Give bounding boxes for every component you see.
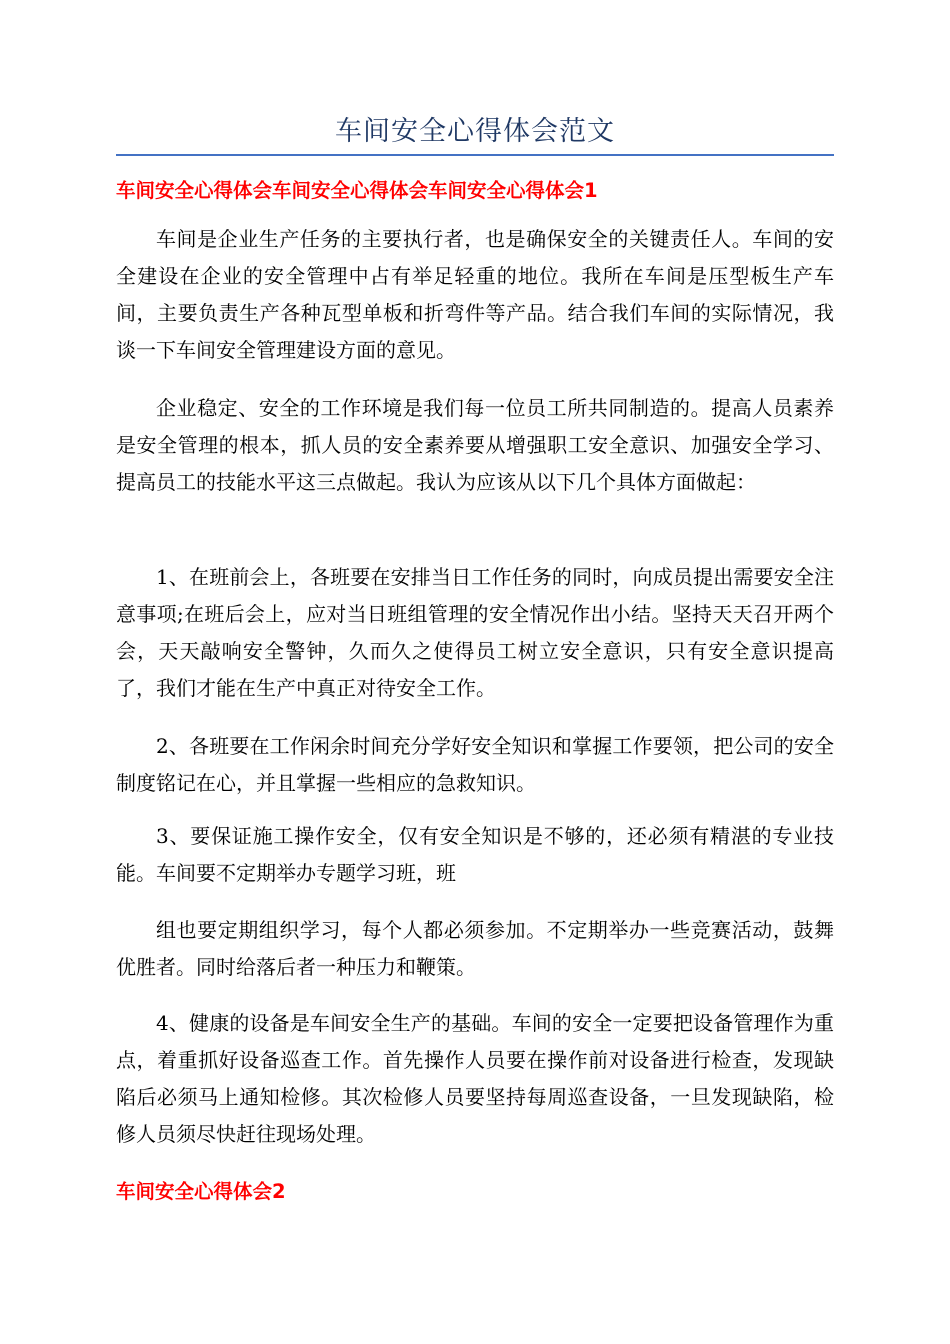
document-title: 车间安全心得体会范文: [335, 116, 615, 147]
section-heading-1: 车间安全心得体会车间安全心得体会车间安全心得体会1: [116, 179, 598, 202]
paragraph-4: 2、各班要在工作闲余时间充分学好安全知识和掌握工作要领，把公司的安全制度铭记在心，并且掌握一些相应的急救知识。: [116, 734, 834, 795]
paragraph-7: 4、健康的设备是车间安全生产的基础。车间的安全一定要把设备管理作为重点，着重抓好设备巡查工作。首先操作人员要在操作前对设备进行检查，发现缺陷后必须马上通知检修。其次检修人员要坚持每周巡查设备，一旦发现缺陷，检修人员须尽快赶往现场处理。: [116, 1011, 834, 1146]
paragraph-2: 企业稳定、安全的工作环境是我们每一位员工所共同制造的。提高人员素养是安全管理的根本，抓人员的安全素养要从增强职工安全意识、加强安全学习、提高员工的技能水平这三点做起。我认为应该从以下几个具体方面做起：: [116, 396, 834, 494]
section-heading-2: 车间安全心得体会2: [116, 1180, 286, 1203]
paragraph-6: 组也要定期组织学习，每个人都必须参加。不定期举办一些竞赛活动，鼓舞优胜者。同时给落后者一种压力和鞭策。: [116, 918, 834, 979]
paragraph-3: 1、在班前会上，各班要在安排当日工作任务的同时，向成员提出需要安全注意事项;在班后会上，应对当日班组管理的安全情况作出小结。坚持天天召开两个会，天天敲响安全警钟，久而久之使得员工树立安全意识，只有安全意识提高了，我们才能在生产中真正对待安全工作。: [116, 565, 834, 700]
paragraph-5: 3、要保证施工操作安全，仅有安全知识是不够的，还必须有精湛的专业技能。车间要不定期举办专题学习班，班: [116, 824, 834, 885]
paragraph-1: 车间是企业生产任务的主要执行者，也是确保安全的关键责任人。车间的安全建设在企业的安全管理中占有举足轻重的地位。我所在车间是压型板生产车间，主要负责生产各种瓦型单板和折弯件等产品。结合我们车间的实际情况，我谈一下车间安全管理建设方面的意见。: [116, 227, 834, 362]
title-underline: [116, 154, 834, 156]
